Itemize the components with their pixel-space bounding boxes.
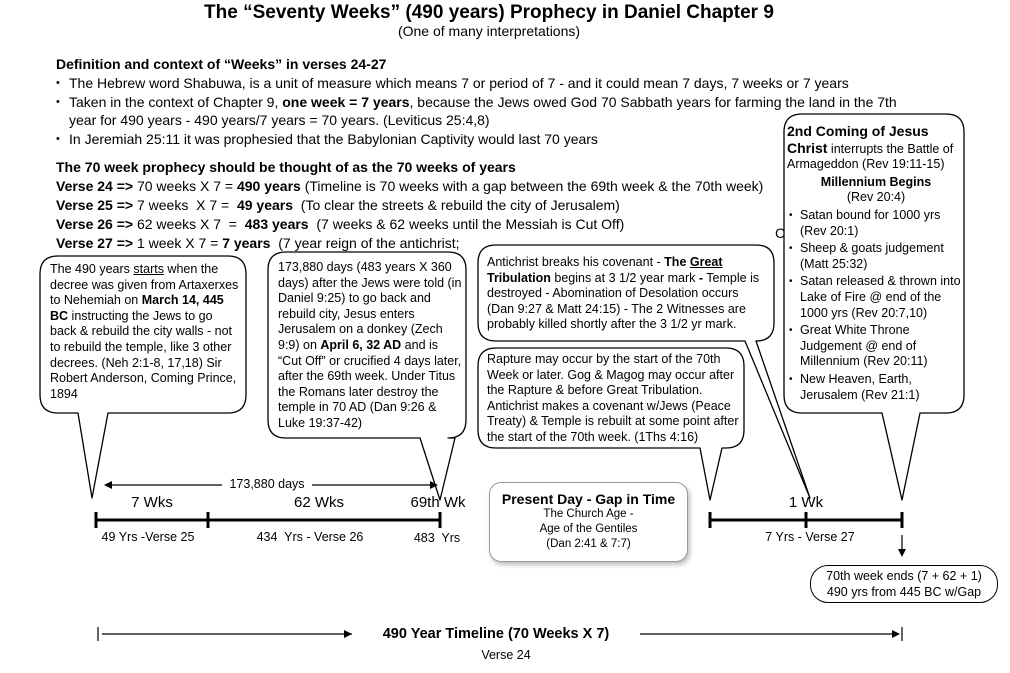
days-label: 173,880 days	[229, 477, 305, 491]
millennium-list	[787, 208, 965, 403]
bubble-4-text: Rapture may occur by the start of the 70th Week or later. Gog & Magog may occur after the Rapture & before Great Tribulation. Antichrist makes a covenant w/Jews (Peace Treaty) & Temple is rebuilt at some point after the start of the 70th week. (1Ths 4:16)	[487, 352, 739, 444]
seventieth-week-end-box	[810, 565, 998, 603]
end-line-1: 70th week ends (7 + 62 + 1)	[826, 569, 982, 583]
footer-timeline-title: 490 Year Timeline (70 Weeks X 7)	[382, 626, 610, 642]
stray-letter: C	[775, 225, 786, 241]
end-line-2: 490 yrs from 445 BC w/Gap	[826, 585, 982, 599]
prophecy-section	[56, 158, 816, 253]
definition-item-2: • Taken in the context of Chapter 9, one week = 7 years, because the Jews owed God 70 Sabbath years for farming the land in the 7th year for 490 years - 490 years/7 years = 70 years. (Leviticus 25:4,8)	[56, 93, 936, 130]
bubble-3-text: Antichrist breaks his covenant - The Great Tribulation begins at 3 1/2 year mark - Temple is destroyed - Abomination of Desolation occurs (Dan 9:27 & Matt 24:15) - The 2 Witnesses are probably killed shortly after the 3 1/2 yr mark.	[487, 255, 760, 332]
four-thirty-four-years-label: 434 Yrs - Verse 26	[256, 530, 364, 544]
verse-25-line: Verse 25 => 7 weeks X 7 = 49 years (To clear the streets & rebuild the city of Jerusalem)	[56, 197, 620, 213]
gap-line-1: The Church Age -	[543, 508, 634, 520]
millennium-item: • Sheep & goats judgement (Matt 25:32)	[787, 241, 965, 272]
seven-years-label: 7 Yrs - Verse 27	[765, 530, 855, 544]
millennium-item: • Satan bound for 1000 yrs (Rev 20:1)	[787, 208, 965, 239]
sixty-ninth-week-label: 69th Wk	[410, 494, 466, 511]
bubble-5-text	[787, 124, 965, 405]
gap-line-3: (Dan 2:41 & 7:7)	[546, 538, 631, 550]
definition-item-1: • The Hebrew word Shabuwa, is a unit of measure which means 7 or period of 7 - and it could mean 7 days, 7 weeks or 7 years	[56, 74, 936, 93]
forty-nine-years-label: 49 Yrs -Verse 25	[101, 530, 195, 544]
millennium-ref: (Rev 20:4)	[846, 190, 906, 205]
bubble-1-text: The 490 years starts when the decree was given from Artaxerxes to Nehemiah on March 14, 445 BC instructing the Jews to go back & rebuild the city walls - not to rebuild the temple, like 3 other decrees. (Neh 2:1-8, 17,18) Sir Robert Anderson, Coming Prince, 1894	[50, 262, 239, 401]
seven-weeks-label: 7 Wks	[131, 494, 173, 511]
gap-line-2: Age of the Gentiles	[539, 523, 638, 535]
verse-27-line: Verse 27 => 1 week X 7 = 7 years (7 year reign of the antichrist;	[56, 235, 460, 251]
verse-24-line: Verse 24 => 70 weeks X 7 = 490 years (Timeline is 70 weeks with a gap between the 69th week & the 70th week)	[56, 178, 764, 194]
millennium-heading: Millennium Begins	[820, 174, 932, 189]
one-week-label: 1 Wk	[788, 494, 824, 511]
footer-verse: Verse 24	[481, 648, 531, 662]
second-coming-heading: 2nd Coming of Jesus Christ interrupts the Battle of Armageddon (Rev 19:11-15)	[787, 123, 954, 172]
sixty-two-weeks-label: 62 Wks	[293, 494, 344, 511]
verse-26-line: Verse 26 => 62 weeks X 7 = 483 years (7 weeks & 62 weeks until the Messiah is Cut Off)	[56, 216, 625, 232]
millennium-item: • Great White Throne Judgement @ end of Millennium (Rev 20:11)	[787, 323, 965, 370]
four-eighty-three-years-label: 483 Yrs	[413, 531, 461, 545]
definition-item-3: • In Jeremiah 25:11 it was prophesied that the Babylonian Captivity would last 70 years	[56, 130, 936, 149]
present-day-gap-box	[489, 482, 688, 562]
page-title: The “Seventy Weeks” (490 years) Prophecy in Daniel Chapter 9	[204, 2, 774, 23]
prophecy-heading: The 70 week prophecy should be thought of as the 70 weeks of years	[56, 159, 516, 175]
millennium-item: • New Heaven, Earth, Jerusalem (Rev 21:1)	[787, 372, 965, 403]
bubble-2-text: 173,880 days (483 years X 360 days) after the Jews were told (in Daniel 9:25) to go back and rebuild city, Jesus enters Jerusalem on a donkey (Zech 9:9) on April 6, 32 AD and is “Cut Off” or crucified 4 days later, after the 69th week. Under Titus the Romans later destroy the temple in 70 AD (Dan 9:26 & Luke 19:37-42)	[278, 260, 462, 430]
page-subtitle: (One of many interpretations)	[397, 23, 581, 39]
gap-title: Present Day - Gap in Time	[501, 491, 676, 507]
millennium-item: • Satan released & thrown into Lake of Fire @ end of the 1000 yrs (Rev 20:7,10)	[787, 274, 965, 321]
definition-heading: Definition and context of “Weeks” in verses 24-27	[56, 56, 387, 72]
